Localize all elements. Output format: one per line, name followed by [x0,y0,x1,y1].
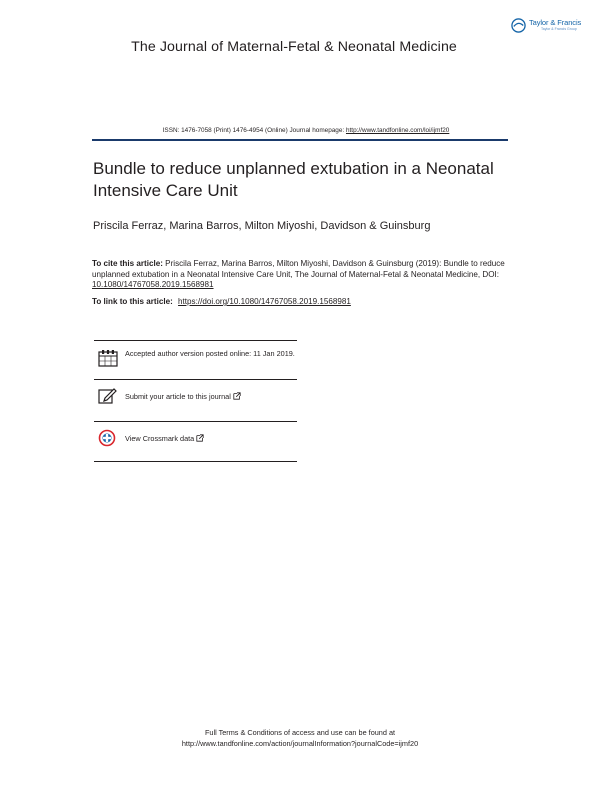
citation-label: To cite this article: [92,259,163,268]
citation-block [92,259,517,291]
edit-icon [98,387,118,405]
footer [0,727,600,749]
external-link-icon [233,392,241,400]
crossmark-row[interactable] [98,429,204,447]
header-rule [92,139,508,141]
info-divider-1 [94,379,297,380]
footer-terms-url[interactable]: http://www.tandfonline.com/action/journalInformation?journalCode=ijmf20 [181,739,419,748]
submit-link[interactable]: Submit your article to this journal [125,392,231,401]
article-link-block [92,297,351,306]
accepted-text: Accepted author version posted online: 11 Jan 2019. [125,349,295,358]
footer-terms-text: Full Terms & Conditions of access and use can be found at [204,728,396,737]
publisher-name: Taylor & Francis [529,18,582,27]
journal-homepage-link[interactable]: http://www.tandfonline.com/loi/ijmf20 [345,127,450,134]
info-divider-2 [94,421,297,422]
publisher-logo-icon [511,18,526,33]
publisher-tagline: Taylor & Francis Group [541,26,577,31]
accepted-row [98,349,297,367]
article-doi-link[interactable]: https://doi.org/10.1080/14767058.2019.1568981 [178,297,351,306]
info-divider-bottom [94,461,297,462]
article-authors: Priscila Ferraz, Marina Barros, Milton Miyoshi, Davidson & Guinsburg [93,220,431,232]
article-title: Bundle to reduce unplanned extubation in a Neonatal Intensive Care Unit [93,159,494,200]
submit-row[interactable] [98,387,241,405]
issn-line [0,127,600,134]
article-link-label: To link to this article: [92,297,173,306]
info-divider-top [94,340,297,341]
publisher-logo[interactable] [511,15,589,35]
journal-title: The Journal of Maternal-Fetal & Neonatal Medicine [131,39,457,55]
citation-doi-link[interactable]: 10.1080/14767058.2019.1568981 [92,280,214,289]
external-link-icon [196,434,204,442]
issn-text: ISSN: 1476-7058 (Print) 1476-4954 (Online) Journal homepage: [162,127,345,134]
citation-text: Priscila Ferraz, Marina Barros, Milton Miyoshi, Davidson & Guinsburg (2019): Bundle to reduce unplanned extubation in a Neonatal Intensive Care Unit, The Journal of Maternal-Fetal & Neonatal Medicine, DOI: [92,259,505,279]
calendar-icon [98,349,118,367]
crossmark-icon [98,429,118,447]
crossmark-link[interactable]: View Crossmark data [125,434,195,443]
